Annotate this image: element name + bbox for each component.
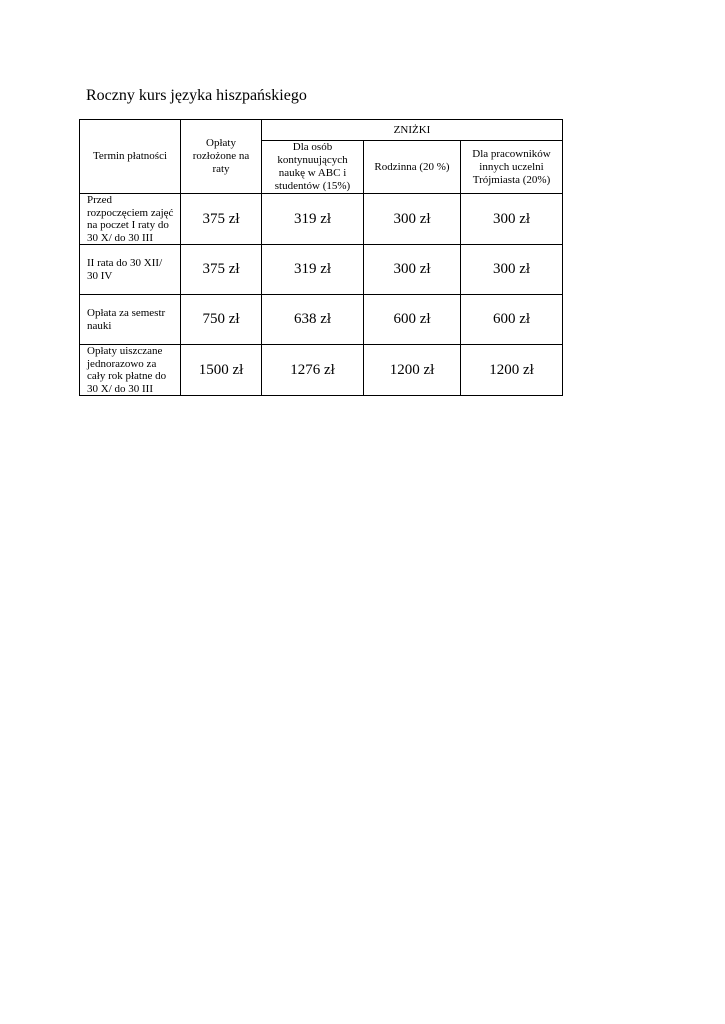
table-row <box>80 345 563 396</box>
installments-cell: 750 zł <box>181 295 262 345</box>
staff-cell: 1200 zł <box>461 345 563 396</box>
abc-cell: 319 zł <box>262 245 364 295</box>
staff-cell: 300 zł <box>461 194 563 245</box>
abc-cell: 1276 zł <box>262 345 364 396</box>
abc-cell: 319 zł <box>262 194 364 245</box>
table-row <box>80 245 563 295</box>
installments-cell: 1500 zł <box>181 345 262 396</box>
staff-cell: 300 zł <box>461 245 563 295</box>
term-cell: Przed rozpoczęciem zajęć na poczet I raty do 30 X/ do 30 III <box>80 194 181 245</box>
page-title: Roczny kurs języka hiszpańskiego <box>86 87 307 104</box>
header-abc-discount: Dla osób kontynuujących naukę w ABC i studentów (15%) <box>262 141 364 194</box>
table-row <box>80 194 563 245</box>
family-cell: 600 zł <box>364 295 461 345</box>
fees-table <box>79 119 563 396</box>
term-cell: Opłata za semestr nauki <box>80 295 181 345</box>
header-installments: Opłaty rozłożone na raty <box>181 120 262 194</box>
abc-cell: 638 zł <box>262 295 364 345</box>
term-cell: II rata do 30 XII/ 30 IV <box>80 245 181 295</box>
header-family-discount: Rodzinna (20 %) <box>364 141 461 194</box>
header-term: Termin płatności <box>80 120 181 194</box>
family-cell: 300 zł <box>364 194 461 245</box>
staff-cell: 600 zł <box>461 295 563 345</box>
table-header-row <box>80 120 563 141</box>
installments-cell: 375 zł <box>181 194 262 245</box>
header-discounts: ZNIŻKI <box>262 120 563 141</box>
table-row <box>80 295 563 345</box>
family-cell: 1200 zł <box>364 345 461 396</box>
installments-cell: 375 zł <box>181 245 262 295</box>
term-cell: Opłaty uiszczane jednorazowo za cały rok płatne do 30 X/ do 30 III <box>80 345 181 396</box>
header-staff-discount: Dla pracowników innych uczelni Trójmiasta (20%) <box>461 141 563 194</box>
family-cell: 300 zł <box>364 245 461 295</box>
